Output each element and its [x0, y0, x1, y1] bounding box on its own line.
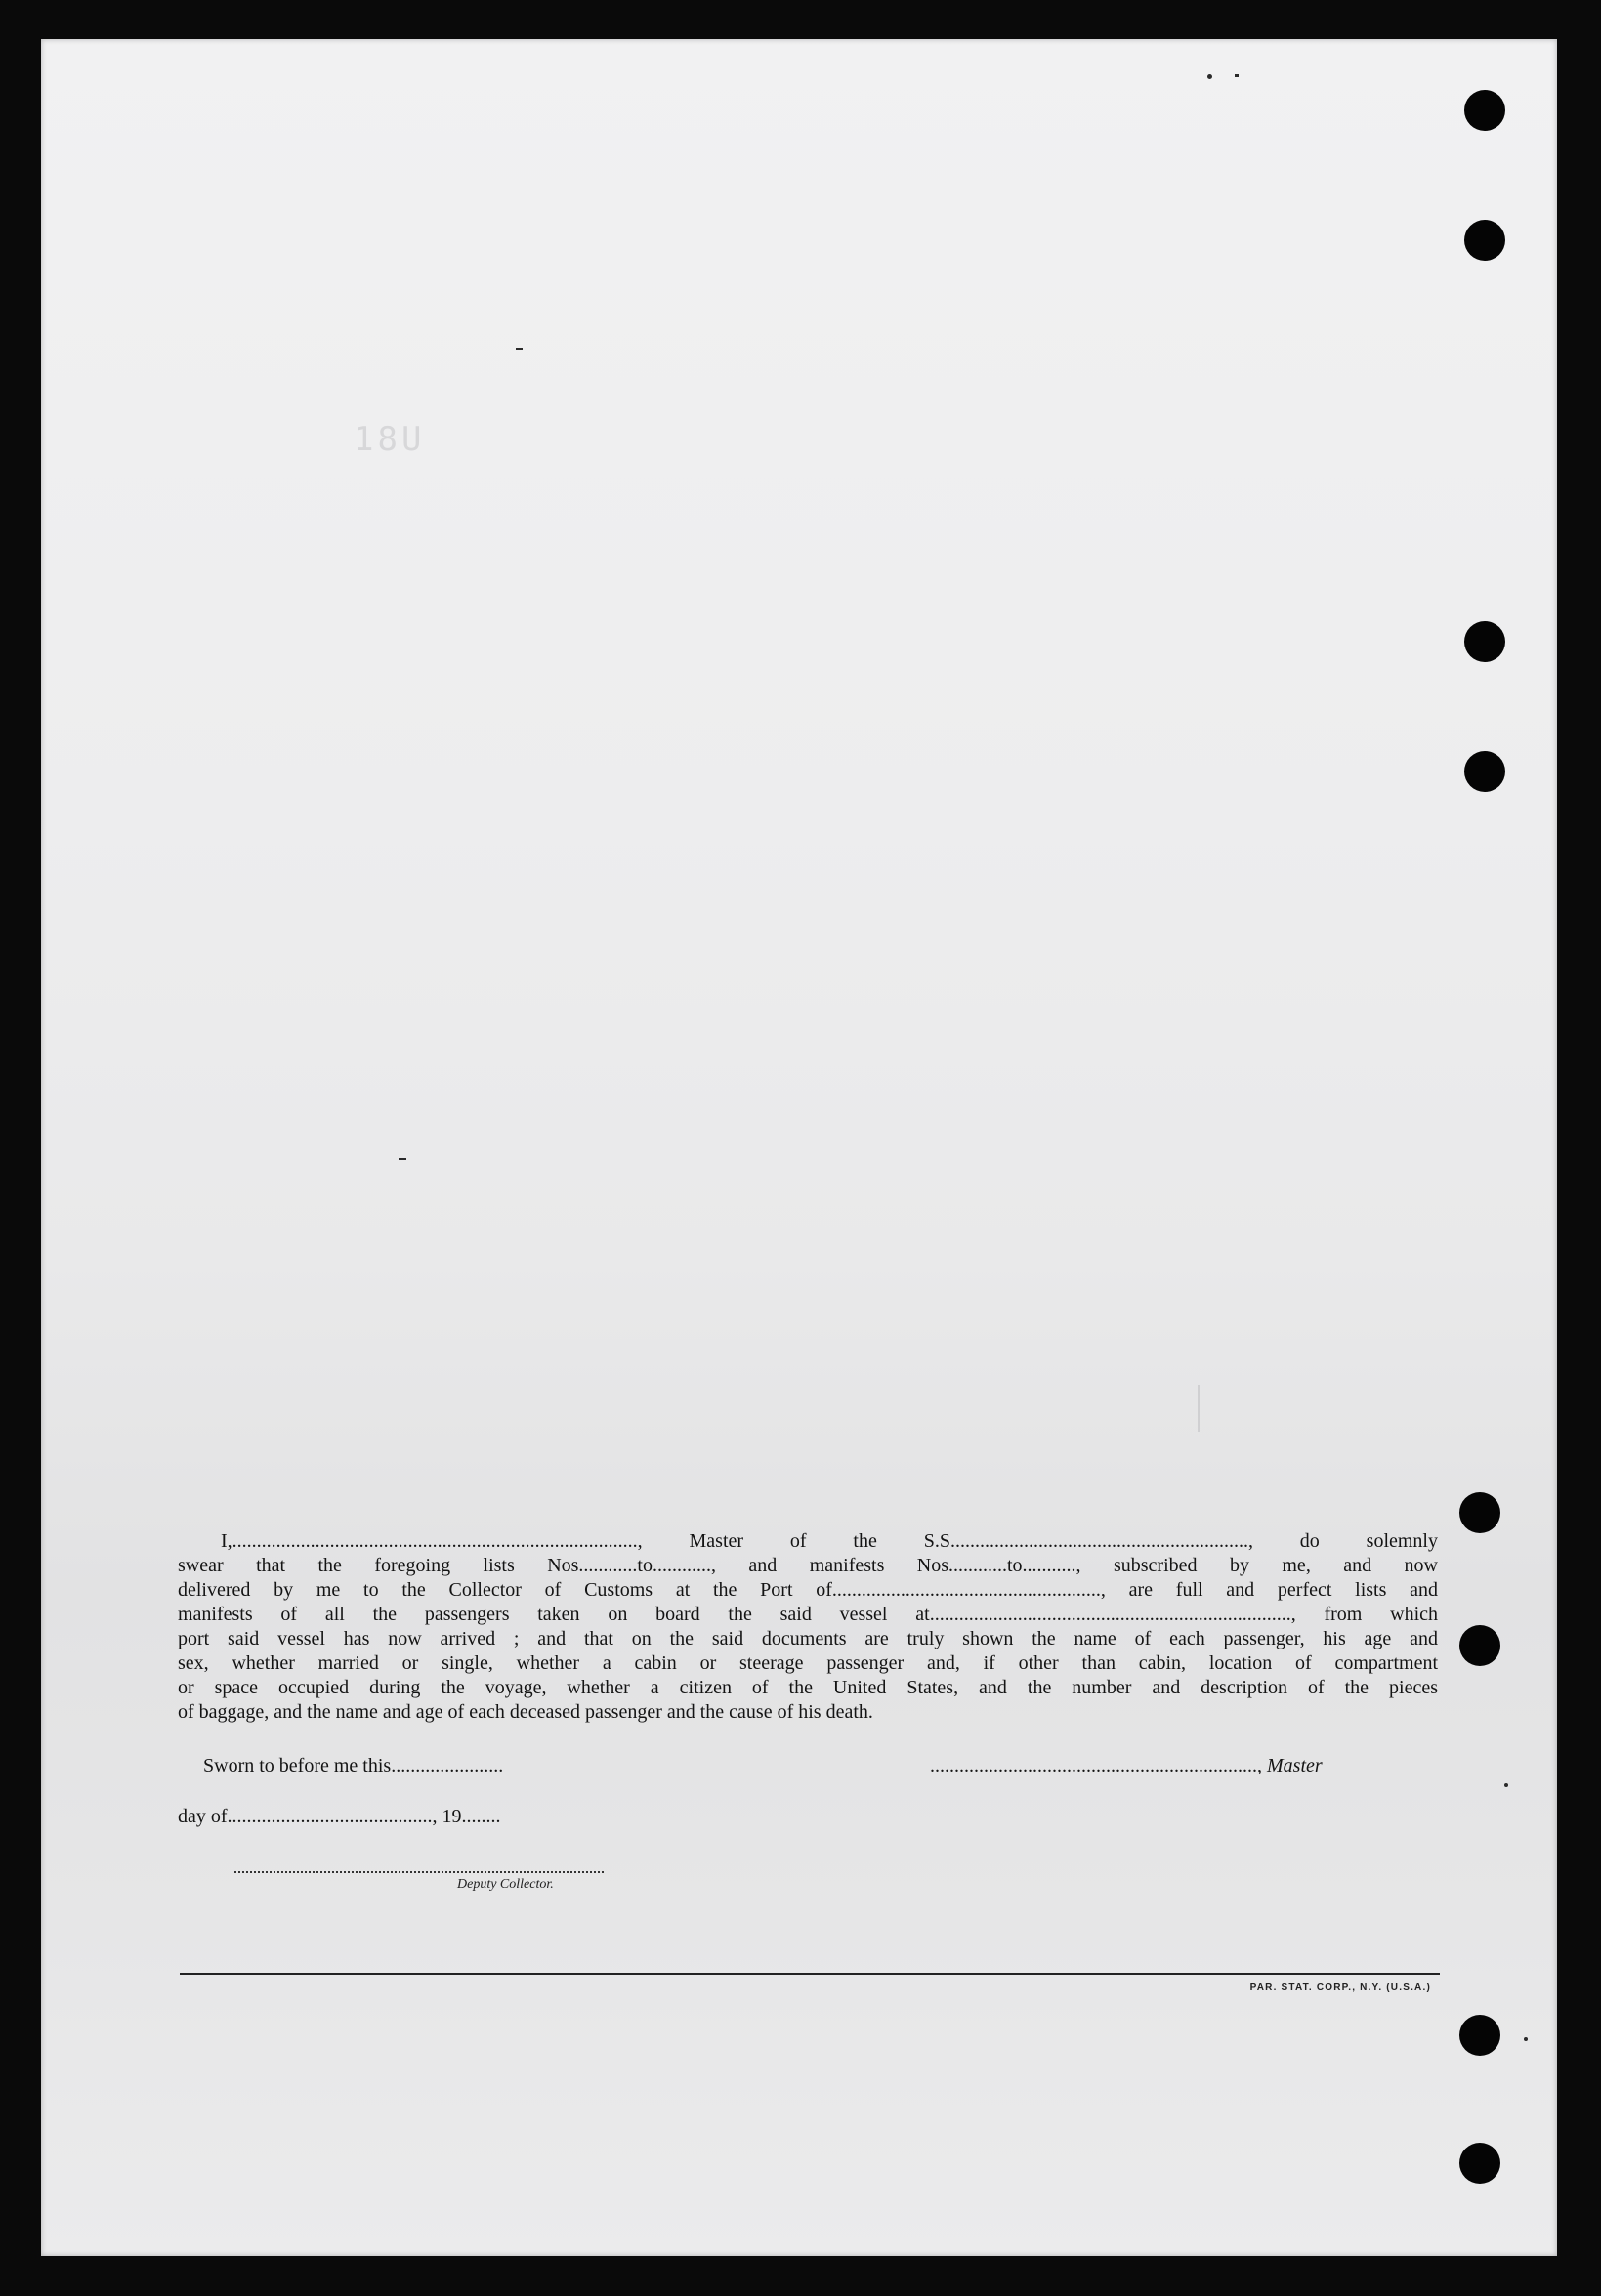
punch-hole: [1464, 751, 1505, 792]
oath-line: port said vessel has now arrived ; and that on the said documents are truly shown the name of each passenger, his age and: [178, 1628, 1438, 1649]
punch-hole: [1459, 1625, 1500, 1666]
footer-rule: [180, 1973, 1440, 1975]
oath-line: I,..................................................................................., Master of the S.S............................................................., do solemnly: [221, 1530, 1438, 1552]
punch-hole: [1459, 2143, 1500, 2184]
punch-hole: [1459, 2015, 1500, 2056]
day-of-line: day of.........................................., 19........: [178, 1806, 501, 1827]
oath-line: sex, whether married or single, whether a cabin or steerage passenger and, if other than cabin, location of compartment: [178, 1652, 1438, 1674]
manifest-sheet: [41, 39, 1557, 2256]
paper-speck: [516, 348, 523, 350]
paper-speck: [1504, 1783, 1508, 1787]
paper-speck: [1524, 2037, 1528, 2041]
oath-line: manifests of all the passengers taken on board the said vessel at.........................................................................., from which: [178, 1604, 1438, 1625]
punch-hole: [1459, 1492, 1500, 1533]
deputy-collector-signature-rule: [234, 1871, 604, 1873]
paper-speck: [1207, 74, 1212, 79]
master-signature-text: ..................................................................., Master: [930, 1755, 1323, 1776]
oath-line: or space occupied during the voyage, whether a citizen of the United States, and the number and description of the pieces: [178, 1677, 1438, 1698]
master-oath-paragraph: [178, 1529, 1438, 1725]
printer-imprint: PAR. STAT. CORP., N.Y. (U.S.A.): [1249, 1983, 1431, 1993]
master-title-label: Master: [1267, 1755, 1323, 1776]
paper-crease: [1198, 1385, 1200, 1432]
punch-hole: [1464, 90, 1505, 131]
faint-stamp-mark: 18U: [354, 420, 426, 459]
oath-line: delivered by me to the Collector of Customs at the Port of......................................................., are full and perfect lists and: [178, 1579, 1438, 1601]
punch-hole: [1464, 621, 1505, 662]
oath-line: swear that the foregoing lists Nos............to............, and manifests Nos............to..........., subscribed by me, and now: [178, 1555, 1438, 1576]
sworn-before-line: Sworn to before me this.......................: [203, 1755, 504, 1776]
master-signature-line: [930, 1755, 1323, 1777]
deputy-collector-label: Deputy Collector.: [457, 1877, 554, 1892]
paper-speck: [1235, 74, 1239, 77]
oath-line: of baggage, and the name and age of each deceased passenger and the cause of his death.: [178, 1701, 873, 1723]
punch-hole: [1464, 220, 1505, 261]
paper-speck: [399, 1158, 406, 1160]
